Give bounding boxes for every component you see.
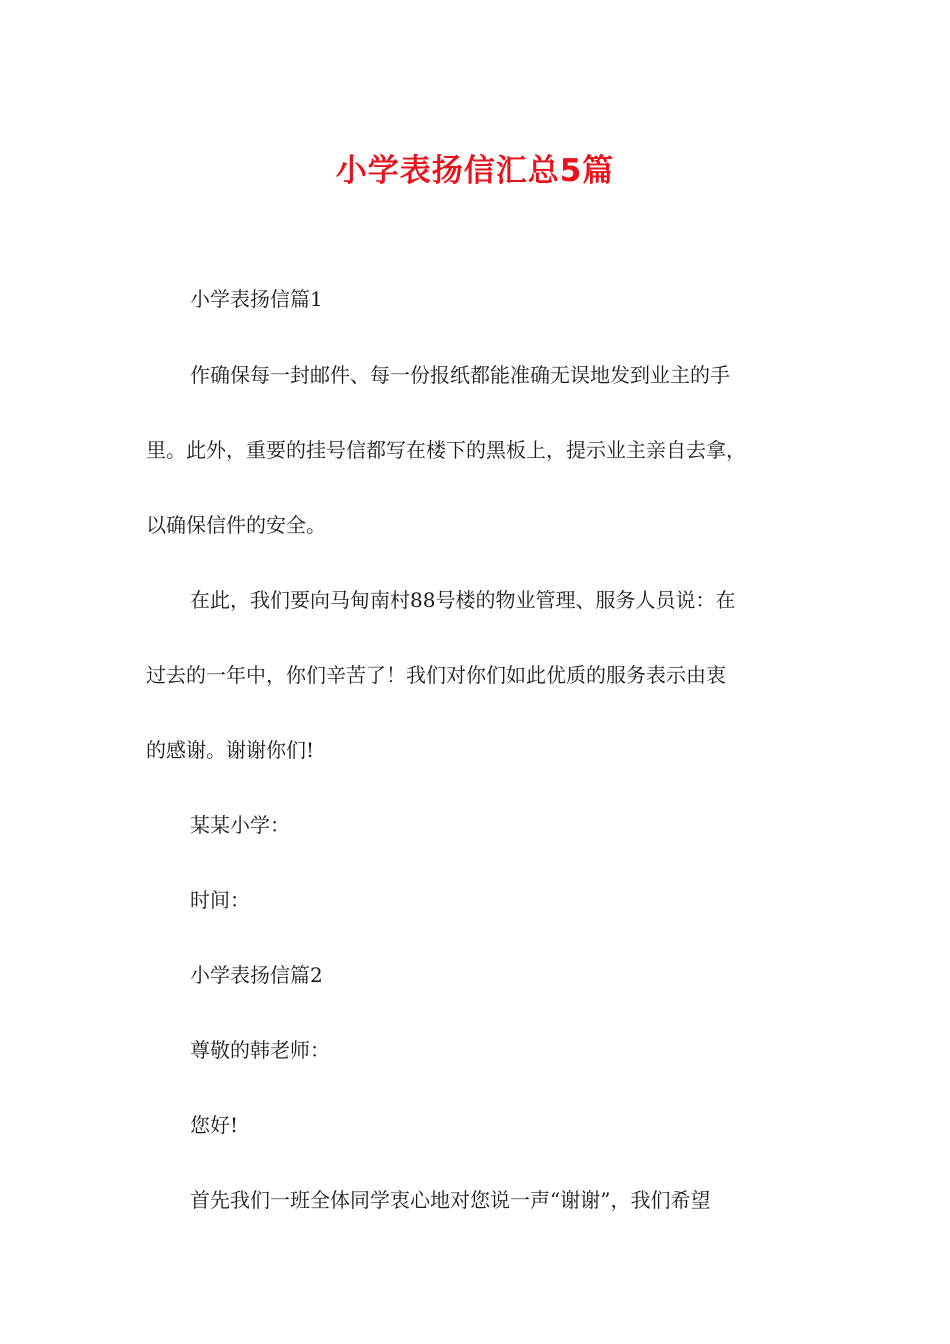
paragraph-line: 过去的一年中，你们辛苦了！我们对你们如此优质的服务表示由衷 [146,663,726,687]
paragraph-line: 以确保信件的安全。 [146,513,326,537]
salutation-line: 尊敬的韩老师： [190,1038,330,1062]
paragraph-line: 作确保每一封邮件、每一份报纸都能准确无误地发到业主的手 [190,363,730,387]
document-title: 小学表扬信汇总5篇 [335,153,615,189]
paragraph-line: 的感谢。谢谢你们! [146,738,315,762]
section-heading-2: 小学表扬信篇2 [190,963,323,987]
signature-line: 某某小学： [190,813,290,837]
greeting-line: 您好! [190,1113,239,1137]
section-heading-1: 小学表扬信篇1 [190,287,323,311]
paragraph-line: 首先我们一班全体同学衷心地对您说一声“谢谢”，我们希望 [190,1188,711,1212]
date-line: 时间： [190,888,250,912]
paragraph-line: 里。此外，重要的挂号信都写在楼下的黑板上，提示业主亲自去拿， [146,438,746,462]
paragraph-line: 在此，我们要向马甸南村88号楼的物业管理、服务人员说：在 [190,588,736,612]
